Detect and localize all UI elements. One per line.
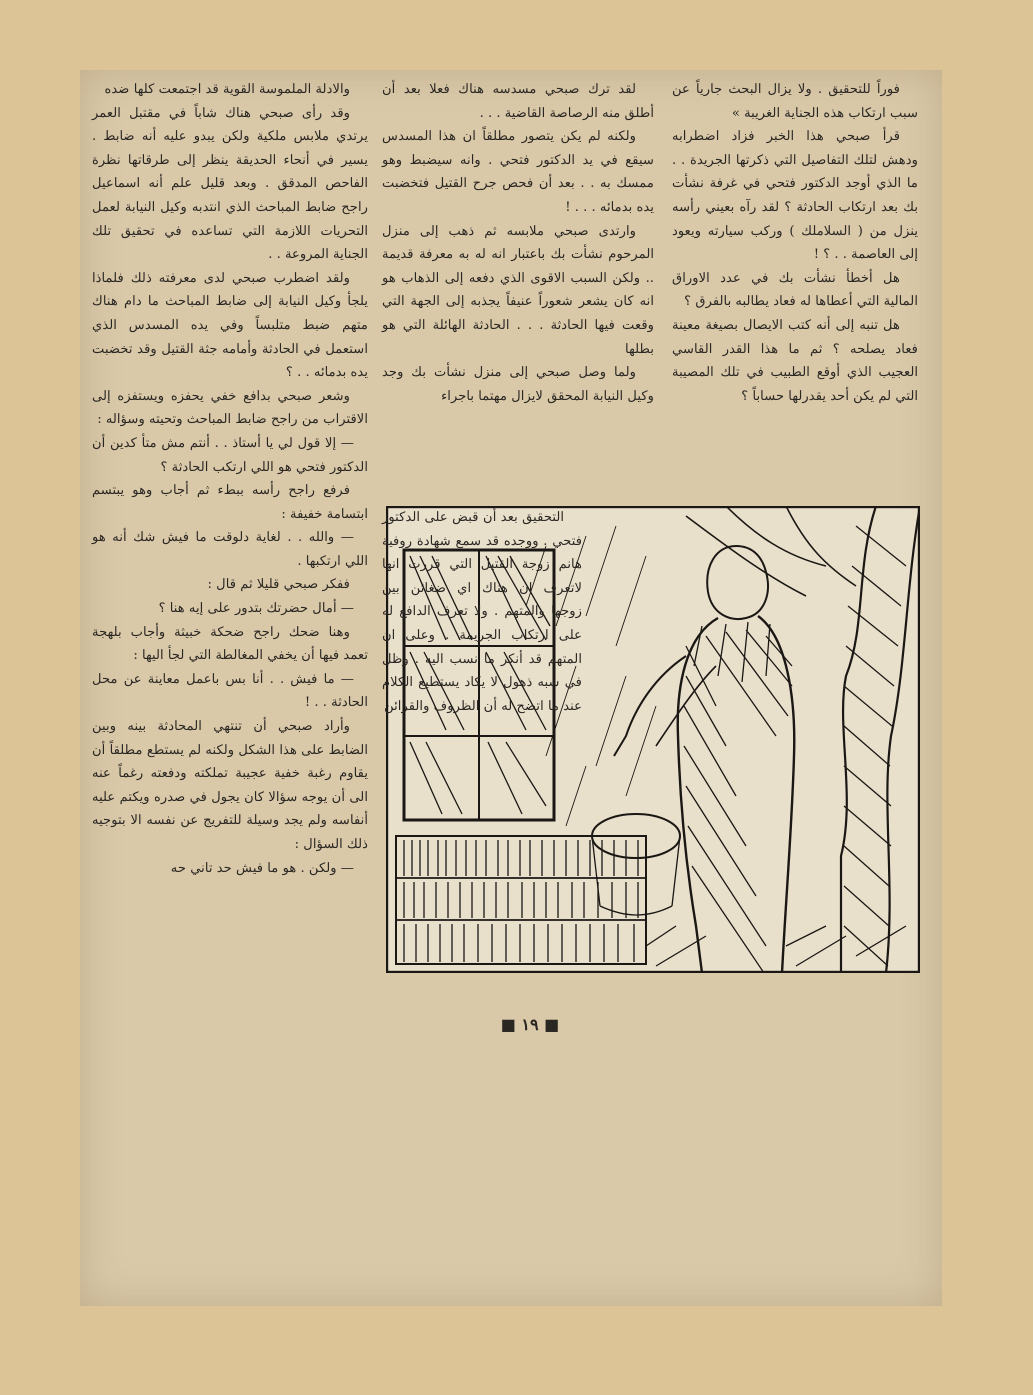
- dialogue-line: — ما فيش . . أنا بس باعمل معاينة عن محل الحادثة . . !: [92, 671, 368, 711]
- paragraph: وأراد صبحي أن تنتهي المحادثة بينه وبين الضابط على هذا الشكل ولكنه لم يستطع مطلقاً أن يقاوم رغبة خفية عجيبة تملكته ودفعته رغماً عنه الى أن يوجه سؤالا كان يجول في صدره ويكتم عليه أنفاسه ولم يجد وسيلة للتفريج عن نفسه الا بتوجيه ذلك السؤال :: [92, 719, 368, 852]
- dialogue-line: — ولكن . هو ما فيش حد تاني حه: [170, 860, 354, 876]
- paragraph: هل أخطأ نشأت بك في عدد الاوراق المالية التي أعطاها له فعاد يطالبه بالفرق ؟: [672, 270, 918, 310]
- paragraph: لقد ترك صبحي مسدسه هناك فعلا بعد أن أطلق منه الرصاصة القاضية . . .: [382, 82, 654, 121]
- paragraph: ولقد اضطرب صبحي لدى معرفته ذلك فلماذا يلجأ وكيل النيابة إلى ضابط المباحث ما دام هناك متهم ضبط متلبساً وفي يده المسدس الذي استعمل في الحادثة وأمامه جثة القتيل وقد تخضبت يده بدمائه . . ؟: [92, 270, 368, 381]
- paragraph: قرأ صبحي هذا الخبر فزاد اضطرابه ودهش لتلك التفاصيل التي ذكرتها الجريدة . . ما الذي أوجد الدكتور فتحي في غرفة نشأت بك بعد ارتكاب الحادثة ؟ لقد رآه بعيني رأسه ينزل من ( السلاملك ) وركب سيارته ويعود إلى العاصمة . . ؟ !: [672, 129, 918, 263]
- dialogue-line: — أمال حضرتك بتدور على إيه هنا ؟: [158, 601, 354, 617]
- paragraph: وشعر صبحي بدافع خفي يحفزه ويستفزه إلى الاقتراب من راجح ضابط المباحث وتحيته وسؤاله :: [92, 388, 368, 428]
- paragraph: وهنا ضحك راجح ضحكة خبيثة وأجاب بلهجة تعمد فيها أن يخفي المغالطة التي لجأ اليها :: [92, 624, 368, 664]
- dialogue-line: — إلا قول لي يا أستاذ . . أنتم مش متأ كدين أن الدكتور فتحي هو اللي ارتكب الحادثة ؟: [92, 435, 368, 475]
- dialogue-line: — والله . . لغاية دلوقت ما فيش شك أنه هو اللي ارتكبها .: [92, 530, 368, 569]
- paragraph: ولكنه لم يكن يتصور مطلقاً ان هذا المسدس سيقع في يد الدكتور فتحي . وانه سيضبط وهو ممسك به . . بعد أن فحص جرح القتيل فتخضبت يده بدمائه . . . !: [382, 129, 654, 215]
- paragraph: التحقيق بعد أن قبض على الدكتور فتحي . ووجده قد سمع شهادة روفية هانم زوجة القتيل التي قررت انها لاتعرف ان هناك اي ضغائن بين زوجها والمتهم . ولا تعرف الدافع له على ارتكاب الجريمة . وعلى ان المتهم قد أنكر ما نسب اليه . وظل في شبه ذهول لا يكاد يستطيع الكلام عند ما اتضح له أن الظروف والقرائن: [382, 510, 582, 714]
- paragraph: والادلة الملموسة القوية قد اجتمعت كلها ضده: [104, 82, 350, 97]
- paragraph: فرفع راجح رأسه ببطء ثم أجاب وهو يبتسم ابتسامة خفيفة :: [92, 483, 368, 522]
- text-column-middle: [382, 78, 654, 408]
- paragraph: هل تنبه إلى أنه كتب الايصال بصيغة معينة فعاد يصلحه ؟ ثم ما هذا القدر القاسي العجيب الذي أوقع الطبيب في تلك المصيبة التي لم يكن أحد يقدرلها حساباً ؟: [672, 317, 918, 404]
- text-column-right: [672, 78, 918, 408]
- paragraph: وارتدى صبحي ملابسه ثم ذهب إلى منزل المرحوم نشأت بك باعتبار انه له به معرفة قديمة .. ولكن السبب الاقوى الذي دفعه إلى الذهاب هو انه كان يشعر شعوراً عنيفاً يجذبه إلى الجهة التي وقعت فيها الحادثة . . . الحادثة الهائلة التي هو بطلها: [382, 223, 654, 357]
- text-column-wrap-around: [382, 506, 582, 718]
- paragraph: ففكر صبحي قليلا ثم قال :: [207, 577, 350, 593]
- page-number: ■ ١٩ ■: [500, 1015, 560, 1034]
- paragraph: وقد رأى صبحي هناك شاباً في مقتبل العمر يرتدي ملابس ملكية ولكن يبدو عليه أنه ضابط . يسير في أنحاء الحديقة ينظر إلى طرقاتها نظرة الفاحص المدقق . وبعد قليل علم أنه اسماعيل راجح ضابط المباحث الذي انتدبه وكيل النيابة لعمل التحريات اللازمة التي تساعده في تحقيق تلك الجناية المروعة . .: [92, 105, 368, 263]
- paragraph: فوراً للتحقيق . ولا يزال البحث جارياً عن سبب ارتكاب هذه الجناية الغريبة »: [672, 82, 918, 121]
- text-column-left: [92, 78, 368, 880]
- paragraph: ولما وصل صبحي إلى منزل نشأت بك وجد وكيل النيابة المحقق لايزال مهتما باجراء: [382, 365, 654, 404]
